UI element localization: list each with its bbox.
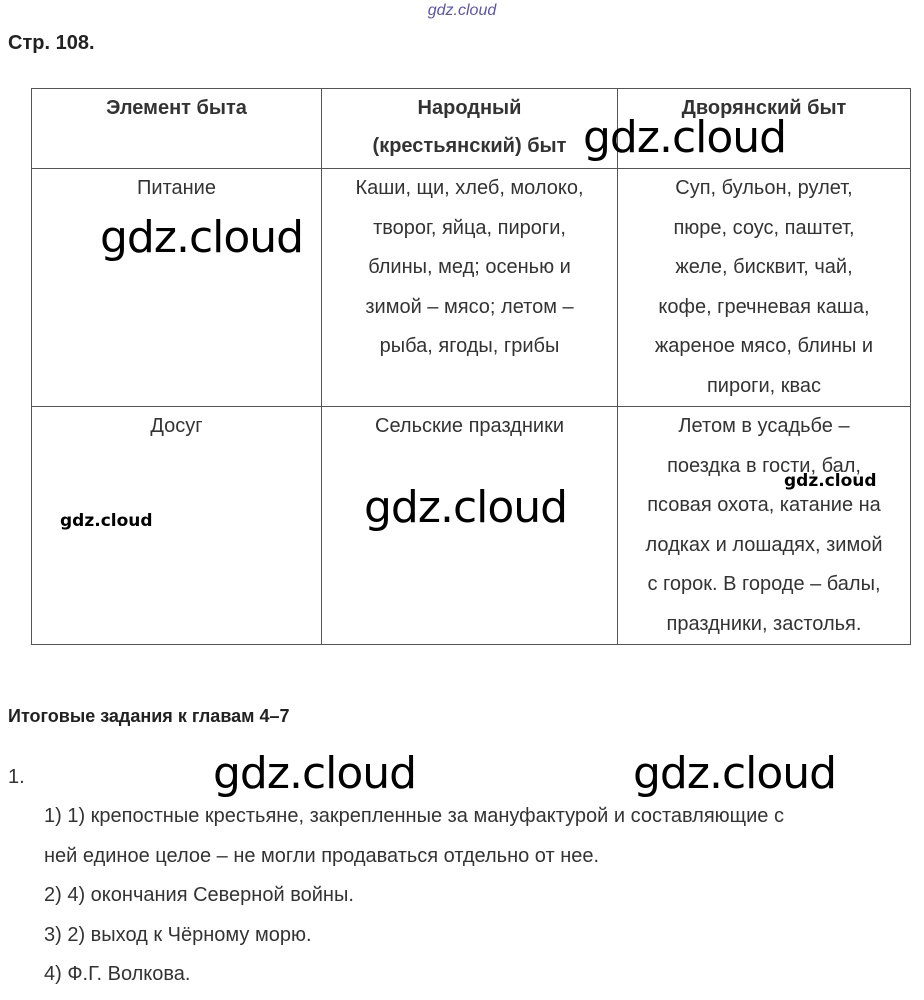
header-folk — [322, 89, 618, 169]
table-row — [32, 169, 911, 407]
header-noble-label: Дворянский быт — [681, 97, 847, 119]
cell-line: блины, мед; осенью и — [368, 256, 571, 278]
answer-list — [44, 797, 904, 995]
header-element — [32, 89, 322, 169]
cell-line: лодках и лошадях, зимой — [645, 533, 883, 556]
cell-line: пюре, соус, паштет, — [673, 216, 855, 239]
header-folk-line-2: (крестьянский) быт — [372, 135, 567, 157]
cell-line: зимой – мясо; летом – — [365, 295, 574, 318]
watermark: gdz.cloud — [633, 748, 837, 799]
watermark-top: gdz.cloud — [427, 2, 497, 19]
question-number: 1. — [8, 766, 25, 788]
section-title: Итоговые задания к главам 4–7 — [8, 706, 290, 726]
watermark: gdz.cloud — [784, 471, 877, 491]
cell-line: псовая охота, катание на — [647, 494, 881, 516]
cell-noble — [618, 169, 911, 407]
header-folk-line-1: Народный — [417, 97, 522, 119]
cell-element-text: Досуг — [150, 415, 203, 437]
comparison-table — [31, 88, 911, 645]
watermark: gdz.cloud — [60, 511, 153, 531]
cell-line: желе, бисквит, чай, — [675, 256, 853, 278]
watermark: gdz.cloud — [364, 482, 568, 533]
cell-line: Каши, щи, хлеб, молоко, — [355, 177, 584, 199]
answer-line: 3) 2) выход к Чёрному морю. — [44, 923, 312, 946]
cell-element — [32, 169, 322, 407]
cell-noble — [618, 407, 911, 645]
answer-line: 2) 4) окончания Северной войны. — [44, 884, 354, 906]
cell-folk — [322, 169, 618, 407]
cell-line: поездка в гости, бал, — [667, 454, 861, 477]
cell-line: пироги, квас — [706, 374, 822, 397]
watermark: gdz.cloud — [100, 212, 304, 263]
cell-line: Суп, бульон, рулет, — [675, 177, 853, 199]
cell-element-text: Питание — [137, 177, 216, 199]
page-reference: Стр. 108. — [8, 32, 95, 54]
cell-line: с горок. В городе – балы, — [647, 573, 881, 595]
cell-line: рыба, ягоды, грибы — [379, 335, 560, 357]
cell-line: творог, яйца, пироги, — [373, 216, 566, 239]
answer-line: 1) 1) крепостные крестьяне, закрепленные за мануфактурой и составляющие с — [44, 805, 784, 827]
cell-line: Сельские праздники — [375, 415, 564, 437]
cell-line: жареное мясо, блины и — [654, 335, 874, 357]
cell-line: Летом в усадьбе – — [678, 415, 850, 437]
cell-line: кофе, гречневая каша, — [658, 295, 870, 318]
watermark: gdz.cloud — [583, 112, 787, 163]
answer-line: 4) Ф.Г. Волкова. — [44, 963, 191, 985]
watermark: gdz.cloud — [213, 748, 417, 799]
header-element-label: Элемент быта — [106, 97, 247, 119]
cell-line: праздники, застолья. — [666, 612, 862, 635]
answer-line: ней единое целое – не могли продаваться отдельно от нее. — [44, 844, 600, 867]
